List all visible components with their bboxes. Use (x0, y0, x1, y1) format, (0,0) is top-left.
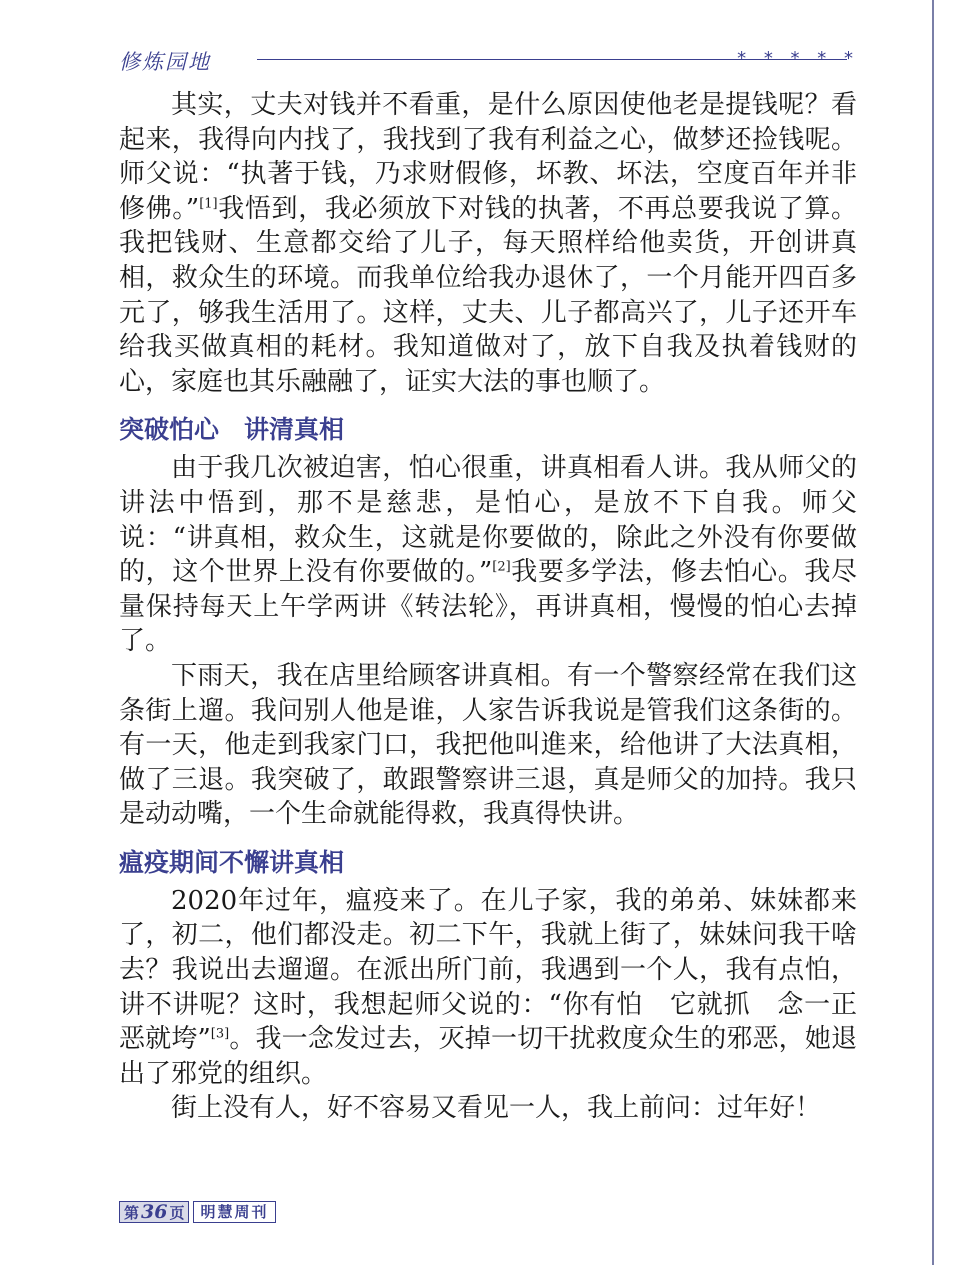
paragraph-3: 下雨天，我在店里给顾客讲真相。有一个警察经常在我们这条街上遛。我问别人他是谁，人家告诉我说是管我们这条街的。有一天，他走到我家门口，我把他叫進来，给他讲了大法真相，做了三退。我突破了，敢跟警察讲三退，真是师父的加持。我只是动动嘴，一个生命就能得救，我真得快讲。 (119, 660, 857, 830)
footnote-ref-3: [3] (210, 1026, 230, 1042)
page-prefix: 第 (124, 1203, 140, 1222)
paragraph-4-text-b: 。我一念发过去，灭掉一切干扰救度众生的邪恶，她退出了邪党的组织。 (119, 1024, 857, 1089)
paragraph-2 (119, 451, 857, 659)
paragraph-5: 街上没有人，好不容易又看见一人，我上前问：过年好！ (171, 1093, 822, 1124)
paragraph-1 (119, 88, 857, 399)
page-suffix: 页 (169, 1203, 185, 1222)
subheading-1: 突破怕心 讲清真相 (119, 415, 345, 445)
subheading-2: 瘟疫期间不懈讲真相 (119, 847, 345, 877)
paragraph-1-text-a: 其实，丈夫对钱并不看重，是什么原因使他老是提钱呢？看起来，我得向内找了，我找到了我有利益之心，做梦还捡钱呢。师父说：“执著于钱，乃求财假修，坏教、坏法，空度百年并非修佛。” (119, 90, 857, 224)
paragraph-4-text-a: 2020年过年，瘟疫来了。在儿子家，我的弟弟、妹妹都来了，初二，他们都没走。初二下午，我就上街了，妹妹问我干啥去？我说出去遛遛。在派出所门前，我遇到一个人，我有点怕，讲不讲呢？这时，我想起师父说的：“你有怕 它就抓 念一正 恶就垮” (119, 885, 884, 1055)
footnote-ref-2: [2] (492, 559, 511, 575)
paragraph-2-text-a: 由于我几次被迫害，怕心很重，讲真相看人讲。我从师父的讲法中悟到，那不是慈悲，是怕心，是放不下自我。师父说：“讲真相，救众生，这就是你要做的，除此之外没有你要做的，这个世界上没有你要做的。” (119, 453, 857, 588)
paragraph-2-text-b: 我要多学法，修去怕心。我尽量保持每天上午学两讲《转法轮》，再讲真相，慢慢的怕心去掉了。 (119, 557, 857, 657)
page-header (119, 46, 859, 76)
section-title: 修炼园地 (119, 50, 211, 74)
page-edge-rule (932, 0, 934, 1265)
paragraph-1-text-b: 我悟到，我必须放下对钱的执著，不再总要我说了算。我把钱财、生意都交给了儿子，每天照样给他卖货，开创讲真相，救众生的环境。而我单位给我办退休了，一个月能开四百多元了，够我生活用了。这样，丈夫、儿子都高兴了，儿子还开车给我买做真相的耗材。我知道做对了，放下自我及执着钱财的心，家庭也其乐融融了，证实大法的事也顺了。 (119, 193, 857, 397)
footnote-ref-1: [1] (199, 196, 218, 212)
header-stars: * * * * * (737, 48, 859, 69)
page-number: 36 (141, 1201, 168, 1223)
paragraph-4 (119, 884, 884, 1092)
page-number-badge (119, 1201, 189, 1223)
page-footer (119, 1201, 276, 1223)
article-body (119, 88, 884, 1126)
publication-name: 明慧周刊 (193, 1201, 275, 1223)
